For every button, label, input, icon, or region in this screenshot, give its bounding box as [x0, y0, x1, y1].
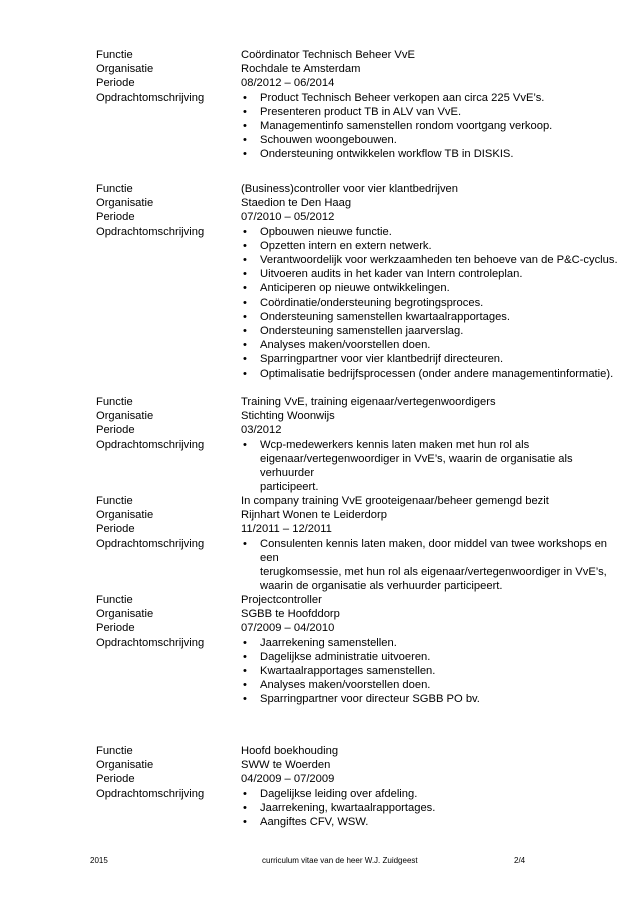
bullet-icon: •	[243, 438, 247, 451]
task-text: Sparringpartner voor vier klantbedrijf directeuren.	[260, 353, 504, 366]
bullet-icon: •	[243, 253, 247, 266]
opdracht-label: Opdrachtomschrijving	[96, 636, 205, 649]
task-item	[241, 267, 626, 281]
work-entry	[96, 593, 626, 707]
bullet-icon: •	[243, 105, 247, 118]
task-text: Analyses maken/voorstellen doen.	[260, 339, 431, 352]
task-list	[241, 91, 626, 162]
bullet-icon: •	[243, 310, 247, 323]
work-entry	[96, 48, 626, 162]
opdracht-row	[96, 787, 626, 830]
functie-label: Functie	[96, 495, 133, 507]
task-list	[241, 636, 626, 707]
functie-value: In company training VvE grooteigenaar/beheer gemengd bezit	[241, 495, 549, 507]
periode-row	[96, 772, 626, 786]
opdracht-label: Opdrachtomschrijving	[96, 91, 205, 104]
task-item	[241, 324, 626, 338]
task-item	[241, 296, 626, 310]
opdracht-label: Opdrachtomschrijving	[96, 537, 205, 550]
functie-label: Functie	[96, 594, 133, 606]
task-text: Dagelijkse administratie uitvoeren.	[260, 650, 431, 663]
task-text: Ondersteuning ontwikkelen workflow TB in DISKIS.	[260, 148, 514, 161]
task-text: Uitvoeren audits in het kader van Intern controleplan.	[260, 268, 523, 281]
periode-label: Periode	[96, 424, 135, 437]
bullet-icon: •	[243, 353, 247, 366]
task-item	[241, 253, 626, 267]
task-text: Anticiperen op nieuwe ontwikkelingen.	[260, 282, 450, 295]
functie-row	[96, 494, 626, 508]
periode-label: Periode	[96, 622, 135, 635]
bullet-icon: •	[243, 636, 247, 649]
task-item	[241, 225, 626, 239]
bullet-icon: •	[243, 815, 247, 828]
organisatie-label: Organisatie	[96, 410, 154, 423]
periode-value: 11/2011 – 12/2011	[241, 523, 332, 536]
bullet-icon: •	[243, 91, 247, 104]
page-footer	[90, 855, 530, 867]
periode-row	[96, 210, 626, 224]
task-item	[241, 91, 626, 105]
organisatie-value: SWW te Woerden	[241, 759, 331, 772]
periode-row	[96, 423, 626, 437]
organisatie-label: Organisatie	[96, 509, 154, 522]
opdracht-row	[96, 438, 626, 495]
bullet-icon: •	[243, 650, 247, 663]
task-item	[241, 105, 626, 119]
functie-value: Hoofd boekhouding	[241, 745, 339, 757]
organisatie-row	[96, 62, 626, 76]
organisatie-row	[96, 607, 626, 621]
organisatie-label: Organisatie	[96, 63, 154, 76]
opdracht-row	[96, 636, 626, 707]
opdracht-row	[96, 537, 626, 594]
functie-row	[96, 744, 626, 758]
task-text: Optimalisatie bedrijfsprocessen (onder andere managementinformatie).	[260, 367, 614, 380]
task-item	[241, 636, 626, 650]
task-item	[241, 692, 626, 706]
organisatie-value: Rochdale te Amsterdam	[241, 63, 361, 76]
periode-value: 07/2010 – 05/2012	[241, 211, 335, 224]
task-item	[241, 119, 626, 133]
footer-page-number: 2/4	[514, 856, 526, 865]
bullet-icon: •	[243, 339, 247, 352]
task-text: Opzetten intern en extern netwerk.	[260, 239, 432, 252]
periode-label: Periode	[96, 773, 135, 786]
bullet-icon: •	[243, 367, 247, 380]
organisatie-value: Stichting Woonwijs	[241, 410, 335, 423]
task-text: Dagelijkse leiding over afdeling.	[260, 787, 418, 800]
opdracht-label: Opdrachtomschrijving	[96, 438, 205, 451]
task-text: Analyses maken/voorstellen doen.	[260, 679, 431, 692]
functie-row	[96, 395, 626, 409]
functie-label: Functie	[96, 183, 133, 195]
bullet-icon: •	[243, 225, 247, 238]
periode-row	[96, 76, 626, 90]
opdracht-label: Opdrachtomschrijving	[96, 225, 205, 238]
functie-value: Training VvE, training eigenaar/vertegenwoordigers	[241, 396, 496, 408]
task-text: Ondersteuning samenstellen jaarverslag.	[260, 324, 464, 337]
organisatie-value: Staedion te Den Haag	[241, 197, 352, 210]
bullet-icon: •	[243, 537, 247, 550]
organisatie-row	[96, 508, 626, 522]
functie-label: Functie	[96, 745, 133, 757]
periode-value: 04/2009 – 07/2009	[241, 773, 335, 786]
task-item	[241, 239, 626, 253]
task-list	[241, 787, 626, 830]
task-text: Schouwen woongebouwen.	[260, 134, 397, 147]
work-entry	[96, 182, 626, 381]
footer-year: 2015	[90, 856, 108, 865]
functie-row	[96, 48, 626, 62]
task-item	[241, 801, 626, 815]
task-item	[241, 678, 626, 692]
functie-label: Functie	[96, 396, 133, 408]
task-text: Opbouwen nieuwe functie.	[260, 225, 392, 238]
bullet-icon: •	[243, 693, 247, 706]
task-text: Aangiftes CFV, WSW.	[260, 815, 369, 828]
task-text: Kwartaalrapportages samenstellen.	[260, 664, 436, 677]
organisatie-label: Organisatie	[96, 197, 154, 210]
organisatie-label: Organisatie	[96, 759, 154, 772]
functie-label: Functie	[96, 49, 133, 61]
work-entry	[96, 744, 626, 829]
task-item	[241, 147, 626, 161]
bullet-icon: •	[243, 664, 247, 677]
task-item	[241, 133, 626, 147]
task-item	[241, 438, 626, 495]
task-text: Product Technisch Beheer verkopen aan circa 225 VvE’s.	[260, 91, 545, 104]
opdracht-label: Opdrachtomschrijving	[96, 787, 205, 800]
organisatie-row	[96, 409, 626, 423]
task-list	[241, 537, 626, 594]
task-text: Managementinfo samenstellen rondom voortgang verkoop.	[260, 119, 553, 132]
task-item	[241, 281, 626, 295]
task-list	[241, 225, 626, 381]
bullet-icon: •	[243, 324, 247, 337]
task-item	[241, 650, 626, 664]
work-entry	[96, 494, 626, 593]
functie-row	[96, 182, 626, 196]
periode-row	[96, 522, 626, 536]
organisatie-value: SGBB te Hoofddorp	[241, 608, 340, 621]
periode-label: Periode	[96, 77, 135, 90]
periode-row	[96, 621, 626, 635]
task-item	[241, 664, 626, 678]
organisatie-row	[96, 196, 626, 210]
periode-label: Periode	[96, 211, 135, 224]
functie-value: (Business)controller voor vier klantbedrijven	[241, 183, 459, 195]
task-text: Ondersteuning samenstellen kwartaalrapportages.	[260, 310, 510, 323]
bullet-icon: •	[243, 239, 247, 252]
task-item	[241, 537, 626, 594]
task-item	[241, 787, 626, 801]
organisatie-value: Rijnhart Wonen te Leiderdorp	[241, 509, 387, 522]
periode-label: Periode	[96, 523, 135, 536]
opdracht-row	[96, 91, 626, 162]
bullet-icon: •	[243, 282, 247, 295]
bullet-icon: •	[243, 148, 247, 161]
bullet-icon: •	[243, 679, 247, 692]
task-item	[241, 367, 626, 381]
organisatie-row	[96, 758, 626, 772]
task-text: Coördinatie/ondersteuning begrotingsproces.	[260, 296, 484, 309]
opdracht-row	[96, 225, 626, 381]
functie-value: Coördinator Technisch Beheer VvE	[241, 49, 415, 61]
functie-row	[96, 593, 626, 607]
task-list	[241, 438, 626, 495]
task-text: Wcp-medewerkers kennis laten maken met hun rol als eigenaar/vertegenwoordiger in VvE’s, waarin de organisatie als verhuurder participeert.	[260, 438, 573, 494]
task-text: Jaarrekening, kwartaalrapportages.	[260, 801, 436, 814]
task-item	[241, 815, 626, 829]
periode-value: 03/2012	[241, 424, 282, 437]
bullet-icon: •	[243, 268, 247, 281]
bullet-icon: •	[243, 801, 247, 814]
task-item	[241, 338, 626, 352]
periode-value: 07/2009 – 04/2010	[241, 622, 335, 635]
task-text: Verantwoordelijk voor werkzaamheden ten behoeve van de P&C-cyclus.	[260, 253, 618, 266]
bullet-icon: •	[243, 296, 247, 309]
bullet-icon: •	[243, 787, 247, 800]
task-text: Consulenten kennis laten maken, door middel van twee workshops en een terugkomsessie, met hun rol als eigenaar/vertegenwoordiger in VvE’s, waarin de organisatie als verhuurder participeert.	[260, 537, 608, 593]
bullet-icon: •	[243, 134, 247, 147]
functie-value: Projectcontroller	[241, 594, 322, 606]
task-text: Jaarrekening samenstellen.	[260, 636, 397, 649]
task-item	[241, 352, 626, 366]
task-text: Sparringpartner voor directeur SGBB PO bv.	[260, 693, 480, 706]
work-entry	[96, 395, 626, 494]
task-text: Presenteren product TB in ALV van VvE.	[260, 105, 462, 118]
organisatie-label: Organisatie	[96, 608, 154, 621]
bullet-icon: •	[243, 119, 247, 132]
task-item	[241, 310, 626, 324]
periode-value: 08/2012 – 06/2014	[241, 77, 335, 90]
footer-title: curriculum vitae van de heer W.J. Zuidgeest	[262, 856, 418, 865]
